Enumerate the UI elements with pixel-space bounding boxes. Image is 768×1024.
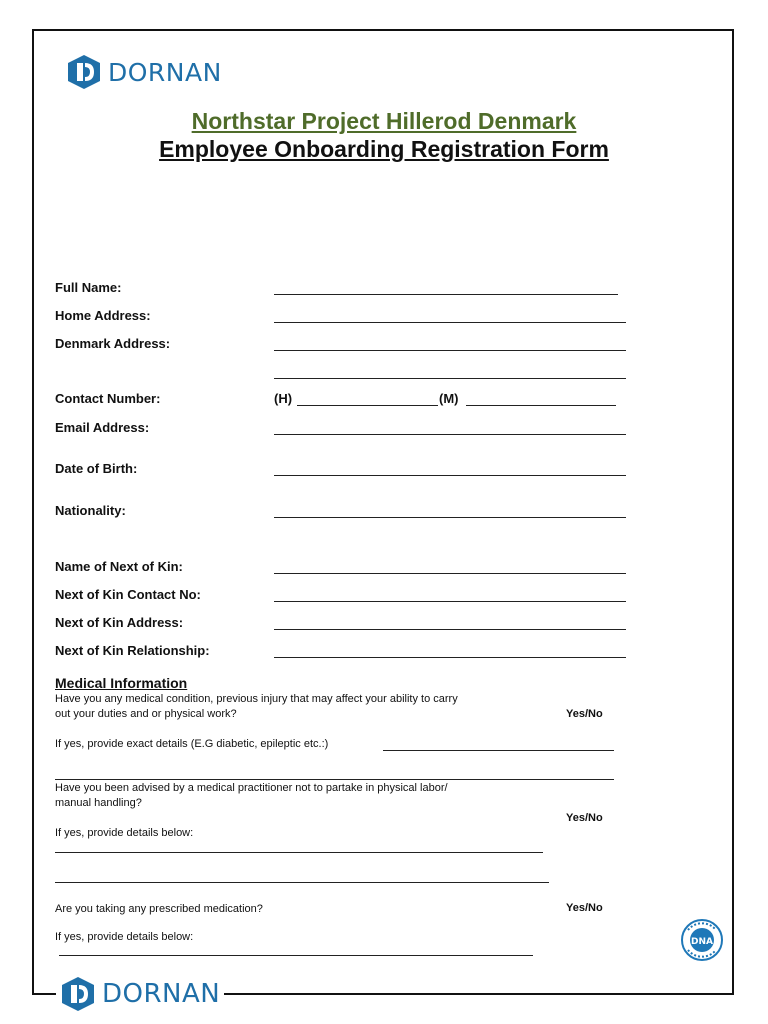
next-of-kin-address-label: Next of Kin Address: [55, 615, 184, 630]
date-of-birth-label: Date of Birth: [55, 461, 138, 476]
mobile-phone-label: (M) [439, 391, 459, 406]
next-of-kin-relationship-label: Next of Kin Relationship: [55, 643, 210, 658]
yes-no-option-1[interactable]: Yes/No [566, 708, 603, 720]
badge-text: DNA [691, 937, 713, 947]
home-address-label: Home Address: [55, 308, 151, 323]
contact-number-label: Contact Number: [55, 391, 161, 406]
next-of-kin-contact-field[interactable] [274, 601, 626, 602]
form-border [32, 29, 734, 995]
medical-details-2-field[interactable] [55, 852, 543, 853]
dornan-logo-bottom [56, 976, 224, 1012]
medical-question-2-line2: manual handling? [55, 797, 142, 809]
medical-question-1 [55, 692, 458, 722]
medical-info-heading: Medical Information [55, 675, 188, 691]
dornan-logo-top [66, 54, 222, 90]
dornan-d-logo-icon [66, 54, 102, 90]
medical-details-1-label: If yes, provide exact details (E.G diabetic, epileptic etc.:) [55, 738, 329, 750]
home-phone-label: (H) [274, 391, 293, 406]
medical-details-2-label: If yes, provide details below: [55, 827, 194, 839]
form-title: Employee Onboarding Registration Form [159, 136, 609, 162]
home-phone-field[interactable] [297, 405, 438, 406]
full-name-field[interactable] [274, 294, 618, 295]
home-address-field[interactable] [274, 322, 626, 323]
medical-question-1-line1: Have you any medical condition, previous injury that may affect your ability to carry [55, 693, 458, 705]
next-of-kin-address-field[interactable] [274, 629, 626, 630]
medical-details-2-field-line2[interactable] [55, 882, 549, 883]
nationality-label: Nationality: [55, 503, 126, 518]
denmark-address-field[interactable] [274, 350, 626, 351]
next-of-kin-contact-label: Next of Kin Contact No: [55, 587, 201, 602]
medical-question-1-line2: out your duties and or physical work? [55, 708, 237, 720]
next-of-kin-name-label: Name of Next of Kin: [55, 559, 183, 574]
medical-details-3-field[interactable] [59, 955, 533, 956]
denmark-address-label: Denmark Address: [55, 336, 171, 351]
nationality-field[interactable] [274, 517, 626, 518]
dornan-d-logo-icon [60, 976, 96, 1012]
medical-details-3-label: If yes, provide details below: [55, 931, 194, 943]
medical-question-2-line1: Have you been advised by a medical practitioner not to partake in physical labor/ [55, 782, 448, 794]
email-address-field[interactable] [274, 434, 626, 435]
brand-name-bottom: DORNAN [102, 979, 221, 1009]
safety-dna-badge-icon [680, 916, 724, 969]
date-of-birth-field[interactable] [274, 475, 626, 476]
yes-no-option-3[interactable]: Yes/No [566, 902, 603, 914]
medical-question-3: Are you taking any prescribed medication? [55, 903, 263, 915]
email-address-label: Email Address: [55, 420, 150, 435]
next-of-kin-relationship-field[interactable] [274, 657, 626, 658]
full-name-label: Full Name: [55, 280, 122, 295]
mobile-phone-field[interactable] [466, 405, 616, 406]
next-of-kin-name-field[interactable] [274, 573, 626, 574]
medical-details-1-field-line2[interactable] [55, 779, 614, 780]
denmark-address-field-line2[interactable] [274, 378, 626, 379]
medical-question-2 [55, 781, 448, 811]
project-title: Northstar Project Hillerod Denmark [191, 108, 577, 134]
medical-details-1-field[interactable] [383, 750, 614, 751]
brand-name: DORNAN [108, 57, 222, 87]
yes-no-option-2[interactable]: Yes/No [566, 812, 603, 824]
